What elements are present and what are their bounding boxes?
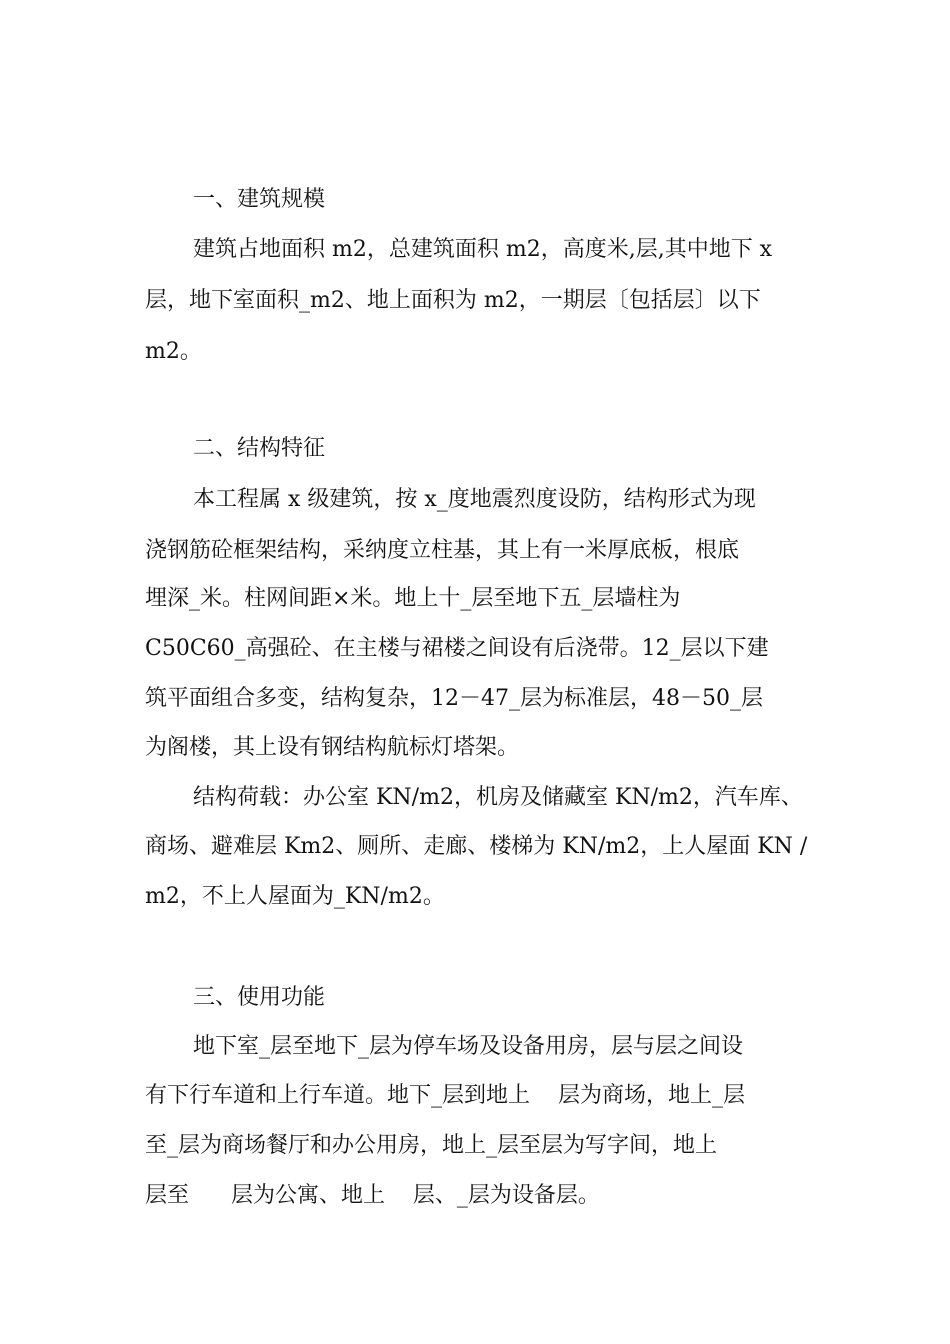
paragraph-line: 埋深_米。柱网间距×米。地上十_层至地下五_层墙柱为 (145, 586, 681, 611)
paragraph-line: 浇钢筋砼框架结构，采纳度立柱基，其上有一米厚底板，根底 (145, 538, 740, 563)
paragraph-line: 至_层为商场餐厅和办公用房，地上_层至层为写字间，地上 (145, 1133, 718, 1158)
paragraph-line: m2。 (145, 339, 202, 364)
section-1-heading: 一、建筑规模 (193, 187, 326, 212)
paragraph-line: 层，地下室面积_m2、地上面积为 m2，一期层〔包括层〕以下 (145, 288, 761, 313)
paragraph-line: 层至 层为公寓、地上 层、_层为设备层。 (145, 1183, 600, 1208)
paragraph-line: C50C60_高强砼、在主楼与裙楼之间设有后浇带。12_层以下建 (145, 636, 769, 661)
section-2-heading: 二、结构特征 (193, 436, 326, 461)
paragraph-line: 结构荷载：办公室 KN/m2，机房及储藏室 KN/m2，汽车库、 (193, 785, 803, 810)
paragraph-line: 为阁楼，其上设有钢结构航标灯塔架。 (145, 735, 520, 760)
paragraph-line: 商场、避难层 Km2、厕所、走廊、楼梯为 KN/m2，上人屋面 KN / (145, 834, 808, 859)
paragraph-line: 有下行车道和上行车道。地下_层到地上 层为商场，地上_层 (145, 1083, 745, 1108)
paragraph-line: 本工程属 x 级建筑，按 x_度地震烈度设防，结构形式为现 (193, 487, 756, 512)
paragraph-line: 地下室_层至地下_层为停车场及设备用房，层与层之间设 (193, 1034, 744, 1059)
paragraph-line: 建筑占地面积 m2，总建筑面积 m2，高度米,层,其中地下 x (193, 237, 773, 262)
paragraph-line: m2，不上人屋面为_KN/m2。 (145, 884, 445, 909)
paragraph-line: 筑平面组合多变，结构复杂，12－47_层为标准层，48－50_层 (145, 686, 763, 711)
section-3-heading: 三、使用功能 (193, 985, 326, 1010)
